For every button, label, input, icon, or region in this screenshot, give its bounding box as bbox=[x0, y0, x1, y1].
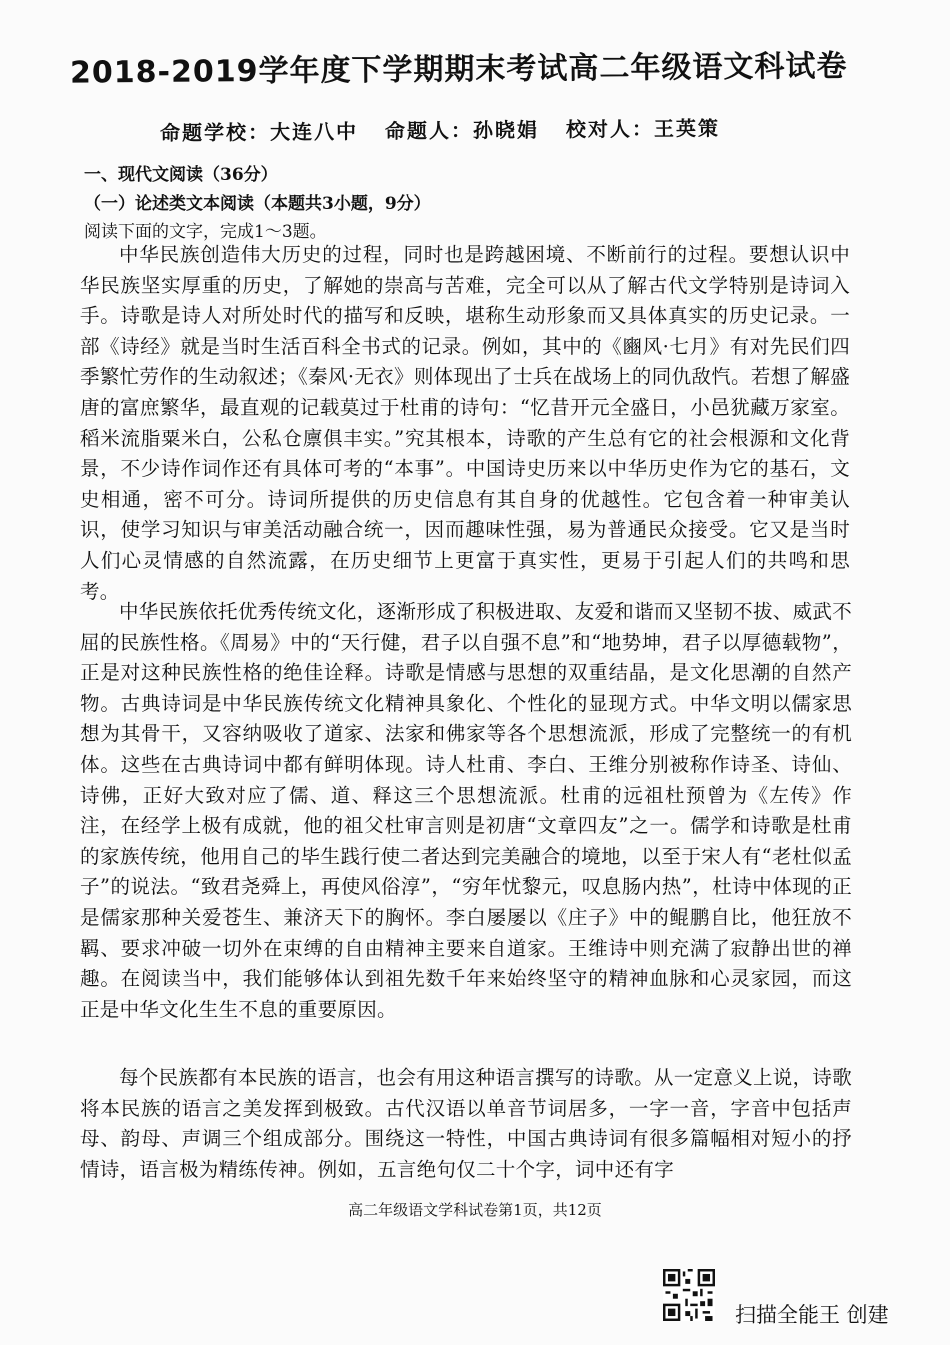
school-label: 命题学校：大连八中 bbox=[159, 119, 359, 146]
reading-paragraph-2: 中华民族依托优秀传统文化，逐渐形成了积极进取、友爱和谐而又坚韧不拔、威武不屈的民族性格。《周易》中的“天行健，君子以自强不息”和“地势坤，君子以厚德载物”，正是对这种民族性格的绝佳诠释。诗歌是情感与思想的双重结晶，是文化思潮的自然产物。古典诗词是中华民族传统文化精神具象化、个性化的显现方式。中华文明以儒家思想为其骨干，又容纳吸收了道家、法家和佛家等各个思想流派，形成了完整统一的有机体。这些在古典诗词中都有鲜明体现。诗人杜甫、李白、王维分别被称作诗圣、诗仙、诗佛，正好大致对应了儒、道、释这三个思想流派。杜甫的远祖杜预曾为《左传》作注，在经学上极有成就，他的祖父杜审言则是初唐“文章四友”之一。儒学和诗歌是杜甫的家族传统，他用自己的毕生践行使二者达到完美融合的境地，以至于宋人有“老杜似孟子”的说法。“致君尧舜上，再使风俗淳”，“穷年忧黎元，叹息肠内热”，杜诗中体现的正是儒家那种关爱苍生、兼济天下的胸怀。李白屡屡以《庄子》中的鲲鹏自比，他狂放不羁、要求冲破一切外在束缚的自由精神主要来自道家。王维诗中则充满了寂静出世的禅趣。在阅读当中，我们能够体认到祖先数千年来始终坚守的精神血脉和心灵家园，而这正是中华文化生生不息的重要原因。 bbox=[80, 600, 852, 1021]
page-footer: 高二年级语文学科试卷第1页，共12页 bbox=[348, 1201, 602, 1219]
qr-code-icon bbox=[663, 1269, 715, 1321]
scanner-watermark: 扫描全能王 创建 bbox=[735, 1303, 889, 1327]
section-heading: 一、现代文阅读（36分） bbox=[84, 165, 278, 185]
proofreader-label: 校对人：王英策 bbox=[565, 116, 721, 142]
subsection-heading: （一）论述类文本阅读（本题共3小题，9分） bbox=[84, 194, 431, 214]
instruction-text: 阅读下面的文字，完成1～3题。 bbox=[84, 222, 327, 242]
author-label: 命题人：孙晓娟 bbox=[384, 117, 540, 144]
reading-paragraph-1: 中华民族创造伟大历史的过程，同时也是跨越困境、不断前行的过程。要想认识中华民族坚实厚重的历史，了解她的崇高与苦难，完全可以从了解古代文学特别是诗词入手。诗歌是诗人对所处时代的描写和反映，堪称生动形象而又具体真实的历史记录。一部《诗经》就是当时生活百科全书式的记录。例如，其中的《豳风·七月》有对先民们四季繁忙劳作的生动叙述；《秦风·无衣》则体现出了士兵在战场上的同仇敌忾。若想了解盛唐的富庶繁华，最直观的记载莫过于杜甫的诗句：“忆昔开元全盛日，小邑犹藏万家室。稻米流脂粟米白，公私仓廪俱丰实。”究其根本，诗歌的产生总有它的社会根源和文化背景，不少诗作词作还有具体可考的“本事”。中国诗史历来以中华历史作为它的基石，文史相通，密不可分。诗词所提供的历史信息有其自身的优越性。它包含着一种审美认识，使学习知识与审美活动融合统一，因而趣味性强，易为普通民众接受。它又是当时人们心灵情感的自然流露，在历史细节上更富于真实性，更易于引起人们的共鸣和思考。 bbox=[80, 243, 850, 603]
exam-subtitle bbox=[160, 111, 860, 146]
reading-paragraph-3: 每个民族都有本民族的语言，也会有用这种语言撰写的诗歌。从一定意义上说，诗歌将本民族的语言之美发挥到极致。古代汉语以单音节词居多，一字一音，字音中包括声母、韵母、声调三个组成部分。围绕这一特性，中国古典诗词有很多篇幅相对短小的抒情诗，语言极为精练传神。例如，五言绝句仅二十个字，词中还有字 bbox=[80, 1066, 852, 1181]
exam-title: 2018-2019学年度下学期期末考试高二年级语文科试卷 bbox=[69, 48, 848, 91]
